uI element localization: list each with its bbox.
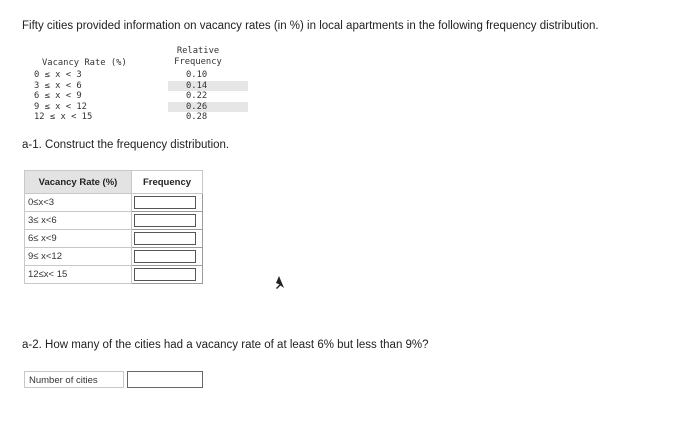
frequency-input[interactable] (134, 268, 196, 281)
given-rel: 0.10 (186, 70, 208, 80)
question-a2: a-2. How many of the cities had a vacancy rate of at least 6% but less than 9%? (22, 339, 429, 351)
given-row (28, 81, 248, 92)
freq-cell (132, 248, 203, 266)
freq-cell (132, 194, 203, 212)
frequency-input[interactable] (134, 214, 196, 227)
table-row (25, 212, 203, 230)
frequency-table-header (25, 171, 203, 194)
given-col2-header-line1: Relative (176, 46, 220, 56)
given-table-header (28, 46, 248, 70)
given-rel: 0.26 (186, 101, 208, 112)
freq-row-label: 9≤ x<12 (25, 248, 132, 266)
given-rel: 0.14 (186, 80, 208, 91)
given-range: 0 ≤ x < 3 (34, 70, 82, 80)
question-a1: a-1. Construct the frequency distribution. (22, 139, 230, 151)
freq-cell (132, 212, 203, 230)
frequency-input[interactable] (134, 232, 196, 245)
mouse-pointer-icon (274, 276, 286, 290)
freq-row-label: 3≤ x<6 (25, 212, 132, 230)
freq-row-label: 12≤x< 15 (25, 266, 132, 284)
problem-intro: Fifty cities provided information on vacancy rates (in %) in local apartments in the following frequency distribution. (22, 20, 599, 32)
freq-col1-header: Vacancy Rate (%) (25, 171, 132, 194)
frequency-table (24, 170, 203, 284)
given-range: 12 ≤ x < 15 (34, 112, 93, 123)
given-row (28, 102, 248, 113)
freq-cell (132, 230, 203, 248)
given-row (28, 70, 248, 81)
given-range: 3 ≤ x < 6 (34, 80, 82, 91)
given-col2-header (168, 46, 228, 68)
freq-row-label: 6≤ x<9 (25, 230, 132, 248)
number-of-cities-input[interactable] (127, 371, 203, 388)
given-row (28, 112, 248, 123)
frequency-input[interactable] (134, 250, 196, 263)
table-row (25, 194, 203, 212)
number-of-cities-label: Number of cities (24, 371, 124, 388)
given-col2-header-line2: Frequency (174, 57, 222, 67)
frequency-input[interactable] (134, 196, 196, 209)
freq-row-label: 0≤x<3 (25, 194, 132, 212)
given-row (28, 91, 248, 102)
given-range: 6 ≤ x < 9 (34, 91, 82, 102)
table-row (25, 248, 203, 266)
given-relative-frequency-table (28, 46, 248, 123)
given-rel: 0.28 (186, 112, 208, 123)
freq-cell (132, 266, 203, 284)
given-range: 9 ≤ x < 12 (34, 101, 87, 112)
given-rel: 0.22 (186, 91, 208, 102)
given-col1-header: Vacancy Rate (%) (42, 58, 127, 68)
table-row (25, 230, 203, 248)
table-row (25, 266, 203, 284)
freq-col2-header: Frequency (132, 171, 203, 194)
